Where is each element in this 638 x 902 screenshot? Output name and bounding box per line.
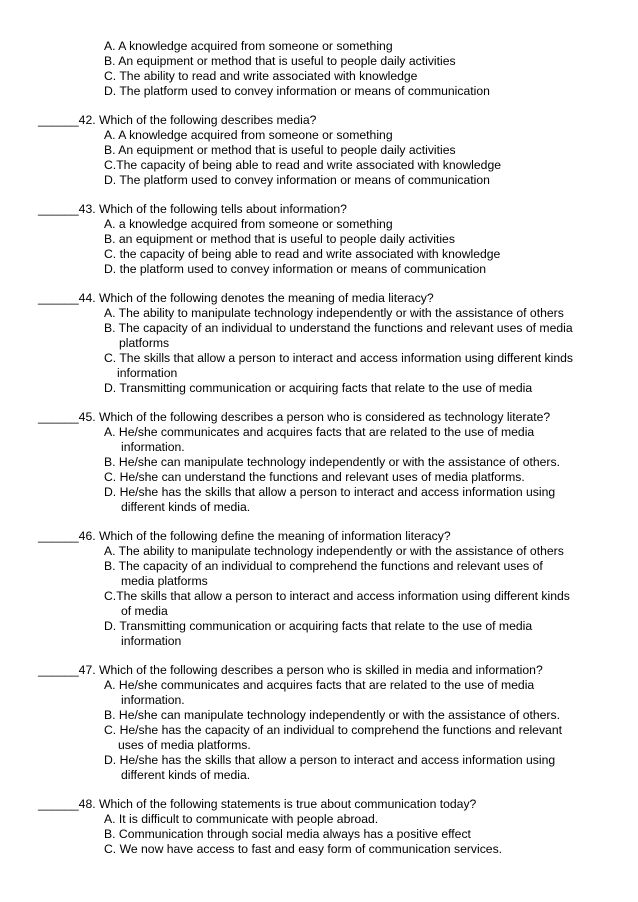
option-text: B. an equipment or method that is useful to people daily activities bbox=[104, 232, 455, 246]
option-text-continued: media platforms bbox=[121, 574, 208, 588]
question-43: ______43. Which of the following tells about information? bbox=[38, 202, 347, 216]
option-text: A. The ability to manipulate technology independently or with the assistance of others bbox=[104, 306, 564, 320]
option-text: A. The ability to manipulate technology independently or with the assistance of others bbox=[104, 544, 564, 558]
option-text-continued: different kinds of media. bbox=[121, 500, 251, 514]
option-text: D. Transmitting communication or acquiring facts that relate to the use of media bbox=[104, 619, 533, 633]
option-text: B. He/she can manipulate technology independently or with the assistance of others. bbox=[104, 455, 560, 469]
option-text: C. We now have access to fast and easy form of communication services. bbox=[104, 842, 503, 856]
option-text: D. The platform used to convey information or means of communication bbox=[104, 84, 490, 98]
option-text: C. The ability to read and write associated with knowledge bbox=[104, 69, 418, 83]
option-text-continued: of media bbox=[121, 604, 168, 618]
option-text: C. The skills that allow a person to interact and access information using different kinds bbox=[104, 351, 574, 365]
option-text: A. A knowledge acquired from someone or something bbox=[104, 39, 393, 53]
option-text-continued: platforms bbox=[119, 336, 170, 350]
question-46: ______46. Which of the following define the meaning of information literacy? bbox=[38, 529, 451, 543]
option-text: A. It is difficult to communicate with people abroad. bbox=[104, 812, 379, 826]
option-text: B. He/she can manipulate technology independently or with the assistance of others. bbox=[104, 708, 560, 722]
option-text: B. An equipment or method that is useful to people daily activities bbox=[104, 54, 456, 68]
option-text-continued: different kinds of media. bbox=[121, 768, 251, 782]
option-text: C. He/she has the capacity of an individual to comprehend the functions and relevant bbox=[104, 723, 562, 737]
option-text: D. The platform used to convey information or means of communication bbox=[104, 173, 490, 187]
option-text-continued: information bbox=[121, 634, 182, 648]
option-text-continued: information. bbox=[121, 440, 185, 454]
option-text: A. He/she communicates and acquires facts that are related to the use of media bbox=[104, 425, 535, 439]
question-44: ______44. Which of the following denotes the meaning of media literacy? bbox=[38, 291, 434, 305]
option-text-continued: information bbox=[117, 366, 178, 380]
option-text: C.The skills that allow a person to interact and access information using different kinds bbox=[104, 589, 570, 603]
option-text: D. Transmitting communication or acquiring facts that relate to the use of media bbox=[104, 381, 533, 395]
option-text: B. The capacity of an individual to comprehend the functions and relevant uses of bbox=[104, 559, 543, 573]
option-text: D. He/she has the skills that allow a person to interact and access information using bbox=[104, 753, 556, 767]
question-47: ______47. Which of the following describes a person who is skilled in media and information? bbox=[38, 663, 543, 677]
option-text: A. He/she communicates and acquires facts that are related to the use of media bbox=[104, 678, 535, 692]
option-text: B. The capacity of an individual to understand the functions and relevant uses of media bbox=[104, 321, 573, 335]
option-text: C.The capacity of being able to read and write associated with knowledge bbox=[104, 158, 502, 172]
option-text-continued: information. bbox=[121, 693, 185, 707]
option-text: A. a knowledge acquired from someone or something bbox=[104, 217, 393, 231]
option-text: B. Communication through social media always has a positive effect bbox=[104, 827, 471, 841]
option-text: C. He/she can understand the functions and relevant uses of media platforms. bbox=[104, 470, 525, 484]
option-text: C. the capacity of being able to read and write associated with knowledge bbox=[104, 247, 501, 261]
question-48: ______48. Which of the following statements is true about communication today? bbox=[38, 797, 477, 811]
option-text: B. An equipment or method that is useful to people daily activities bbox=[104, 143, 456, 157]
option-text: D. the platform used to convey information or means of communication bbox=[104, 262, 487, 276]
option-text-continued: uses of media platforms. bbox=[118, 738, 251, 752]
option-text: A. A knowledge acquired from someone or something bbox=[104, 128, 393, 142]
question-45: ______45. Which of the following describes a person who is considered as technology literate? bbox=[38, 410, 551, 424]
question-42: ______42. Which of the following describes media? bbox=[38, 113, 317, 127]
option-text: D. He/she has the skills that allow a person to interact and access information using bbox=[104, 485, 556, 499]
